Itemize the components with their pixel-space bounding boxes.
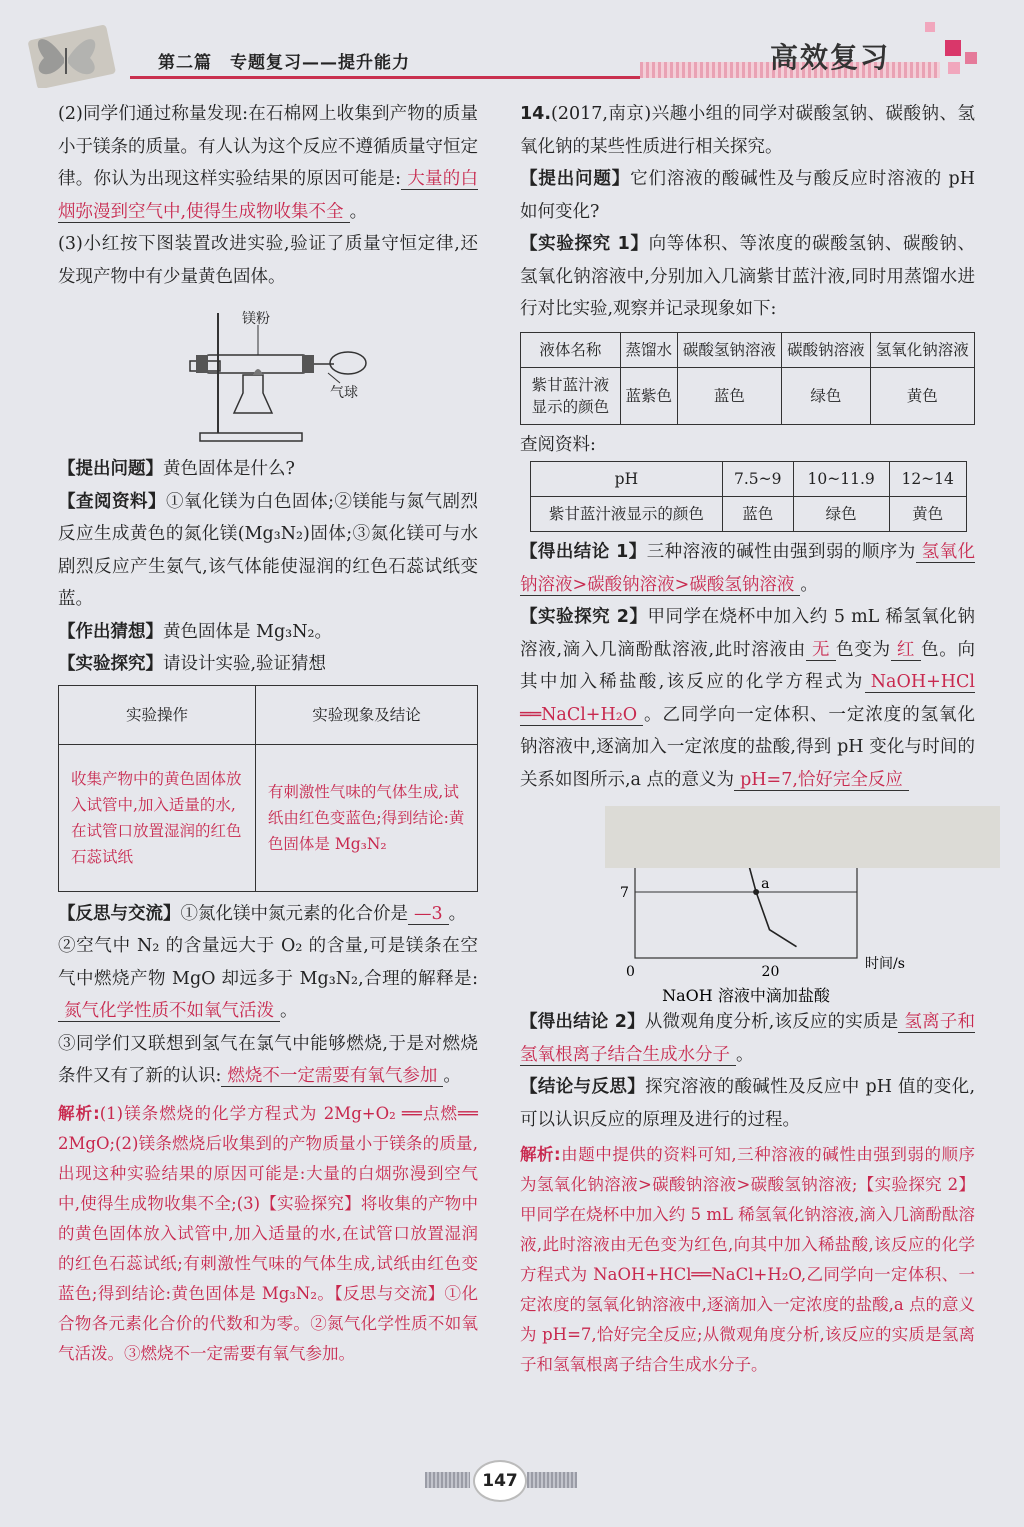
table-header-cell: 实验操作 xyxy=(59,685,256,744)
table-cell: 有刺激性气味的气体生成,试纸由红色变蓝色;得到结论:黄色固体是 Mg₃N₂ xyxy=(255,744,477,891)
table-row xyxy=(531,462,967,497)
right-experiment2: 【实验探究 2】甲同学在烧杯中加入约 5 mL 稀氢氧化钠溶液,滴入几滴酚酞溶液,此时溶液由 无 色变为 红 色。向其中加入稀盐酸,该反应的化学方程式为 NaOH+HCl ══NaCl+H₂O 。乙同学向一定体积、一定浓度的氢氧化钠溶液中,逐滴加入一定浓度的盐酸,得到 pH 变化与时间的关系如图所示,a 点的意义为 pH=7,恰好完全反应 xyxy=(520,607,976,790)
table-row xyxy=(531,497,967,532)
table-row xyxy=(521,367,975,424)
table-cell: 紫甘蓝汁液显示的颜色 xyxy=(521,367,621,424)
header-section: 第二篇 xyxy=(158,53,212,73)
footer-bar xyxy=(527,1472,577,1488)
table-row xyxy=(59,685,478,744)
deco-square xyxy=(948,62,960,74)
page-header xyxy=(0,0,1024,92)
apparatus-diagram xyxy=(58,293,478,453)
deco-square xyxy=(965,52,977,64)
left-reference-para: 【查阅资料】①氧化镁为白色固体;②镁能与氮气剧烈反应生成黄色的氮化镁(Mg₃N₂)固体;③氮化镁可与水剧烈反应产生氨气,该气体能使湿润的红色石蕊试纸变蓝。 xyxy=(58,491,478,609)
q2-answer: 大量的白烟弥漫到空气中,使得生成物收集不全 xyxy=(58,169,478,222)
cabbage-color-table xyxy=(520,332,975,425)
footer-bar xyxy=(425,1472,470,1488)
table-header-cell: 蒸馏水 xyxy=(620,332,677,367)
table-header-cell: pH xyxy=(531,462,723,497)
deco-square xyxy=(945,40,961,56)
header-divider xyxy=(130,76,640,79)
scan-mask xyxy=(605,806,1000,868)
left-question-para: 【提出问题】黄色固体是什么? xyxy=(58,459,295,479)
left-reflection-1: 【反思与交流】①氮化镁中氮元素的化合价是 —3 。 xyxy=(58,903,467,924)
table-row xyxy=(59,744,478,891)
table-row xyxy=(521,332,975,367)
table-header-cell: 12~14 xyxy=(889,462,966,497)
right-analysis: 解析:由题中提供的资料可知,三种溶液的碱性由强到弱的顺序为氢氧化钠溶液>碳酸钠溶液>碳酸氢钠溶液;【实验探究 2】甲同学在烧杯中加入约 5 mL 稀氢氧化钠溶液,滴入几滴酚酞溶液,此时溶液由无色变为红色,向其中加入稀盐酸,该反应的化学方程式为 NaOH+HCl══NaCl+H₂O,乙同学向一定体积、一定浓度的氢氧化钠溶液中,逐滴加入一定浓度的盐酸,a 点的意义为 pH=7,恰好完全反应;从微观角度分析,该反应的实质是氢离子和氢氧根离子结合生成水分子。 xyxy=(520,1145,975,1374)
right-reference-label: 查阅资料: xyxy=(520,434,596,455)
table-cell: 绿色 xyxy=(793,497,889,532)
table-cell: 黄色 xyxy=(870,367,974,424)
label-mg-powder: 镁粉 xyxy=(242,311,270,327)
label-balloon: 气球 xyxy=(330,385,358,401)
table-cell: 紫甘蓝汁液显示的颜色 xyxy=(531,497,723,532)
right-conclusion2: 【得出结论 2】从微观角度分析,该反应的实质是 氢离子和氢氧根离子结合生成水分子 。 xyxy=(520,1012,976,1065)
deco-square xyxy=(925,22,935,32)
apparatus-figure xyxy=(58,293,478,453)
right-experiment1-para: 【实验探究 1】向等体积、等浓度的碳酸氢钠、碳酸钠、氢氧化钠溶液中,分别加入几滴紫甘蓝汁液,同时用蒸馏水进行对比实验,观察并记录现象如下: xyxy=(520,234,975,319)
q14-text: 14.(2017,南京)兴趣小组的同学对碳酸氢钠、碳酸钠、氢氧化钠的某些性质进行相关探究。 xyxy=(520,104,975,157)
table-cell: 蓝色 xyxy=(677,367,781,424)
table-header-cell: 7.5~9 xyxy=(722,462,793,497)
chart-caption: NaOH 溶液中滴加盐酸 xyxy=(662,986,830,1005)
table-header-cell: 碳酸钠溶液 xyxy=(782,332,871,367)
table-header-cell: 液体名称 xyxy=(521,332,621,367)
table-cell: 收集产物中的黄色固体放入试管中,加入适量的水,在试管口放置湿润的红色石蕊试纸 xyxy=(59,744,256,891)
chart-xlabel: 时间/s xyxy=(865,956,905,972)
table-cell: 绿色 xyxy=(782,367,871,424)
page-footer xyxy=(0,1460,1024,1500)
left-reflection-3: ③同学们又联想到氢气在氯气中能够燃烧,于是对燃烧条件又有了新的认识: 燃烧不一定需要有氧气参加 。 xyxy=(58,1033,478,1086)
header-title xyxy=(158,48,428,73)
right-conclusion1: 【得出结论 1】三种溶液的碱性由强到弱的顺序为 氢氧化钠溶液>碳酸钠溶液>碳酸氢钠溶液 。 xyxy=(520,542,975,595)
table-cell: 蓝色 xyxy=(722,497,793,532)
chart-point-a xyxy=(753,889,759,895)
table-cell: 蓝紫色 xyxy=(620,367,677,424)
chart-xtick-0: 0 xyxy=(626,964,635,980)
left-column xyxy=(58,98,478,1369)
ph-color-table xyxy=(530,461,967,532)
header-brand: 高效复习 xyxy=(770,41,891,74)
header-subtitle: 专题复习——提升能力 xyxy=(230,53,410,73)
left-reflection-2: ②空气中 N₂ 的含量远大于 O₂ 的含量,可是镁条在空气中燃烧产物 MgO 却远多于 Mg₃N₂,合理的解释是:氮气化学性质不如氧气活泼 。 xyxy=(58,936,478,1021)
right-question-para: 【提出问题】它们溶液的酸碱性及与酸反应时溶液的 pH 如何变化? xyxy=(520,169,976,222)
left-experiment-para: 【实验探究】请设计实验,验证猜想 xyxy=(58,654,327,674)
right-column xyxy=(520,98,975,1380)
butterfly-decoration-icon xyxy=(24,18,134,88)
chart-xtick-20: 20 xyxy=(761,964,780,980)
table-cell: 黄色 xyxy=(889,497,966,532)
page-number: 147 xyxy=(473,1460,527,1502)
q2-text: (2)同学们通过称量发现:在石棉网上收集到产物的质量小于镁条的质量。有人认为这个反应不遵循质量守恒定律。你认为出现这样实验结果的原因可能是: 大量的白烟弥漫到空气中,使得生成物收集不全 。 xyxy=(58,104,478,222)
left-analysis: 解析:(1)镁条燃烧的化学方程式为 2Mg+O₂ ══点燃══ 2MgO;(2)镁条燃烧后收集到的产物质量小于镁条的质量,出现这种实验结果的原因可能是:大量的白烟弥漫到空气中,使得生成物收集不全;(3)【实验探究】将收集的产物中的黄色固体放入试管中,加入适量的水,在试管口放置湿润的红色石蕊试纸;有刺激性气味的气体生成,试纸由红色变蓝色;得到结论:黄色固体是 Mg₃N₂。【反思与交流】①化合物各元素化合价的代数和为零。②氮气化学性质不如氧气活泼。③燃烧不一定需要有氧气参加。 xyxy=(58,1103,478,1363)
chart-point-label: a xyxy=(761,876,770,892)
table-header-cell: 10~11.9 xyxy=(793,462,889,497)
left-hypothesis-para: 【作出猜想】黄色固体是 Mg₃N₂。 xyxy=(58,621,333,642)
table-header-cell: 碳酸氢钠溶液 xyxy=(677,332,781,367)
experiment-table xyxy=(58,685,478,892)
table-header-cell: 氢氧化钠溶液 xyxy=(870,332,974,367)
q3-text: (3)小红按下图装置改进实验,验证了质量守恒定律,还发现产物中有少量黄色固体。 xyxy=(58,234,478,287)
chart-ytick-7: 7 xyxy=(620,885,629,901)
right-reflection: 【结论与反思】探究溶液的酸碱性及反应中 pH 值的变化,可以认识反应的原理及进行的过程。 xyxy=(520,1077,976,1130)
table-header-cell: 实验现象及结论 xyxy=(255,685,477,744)
